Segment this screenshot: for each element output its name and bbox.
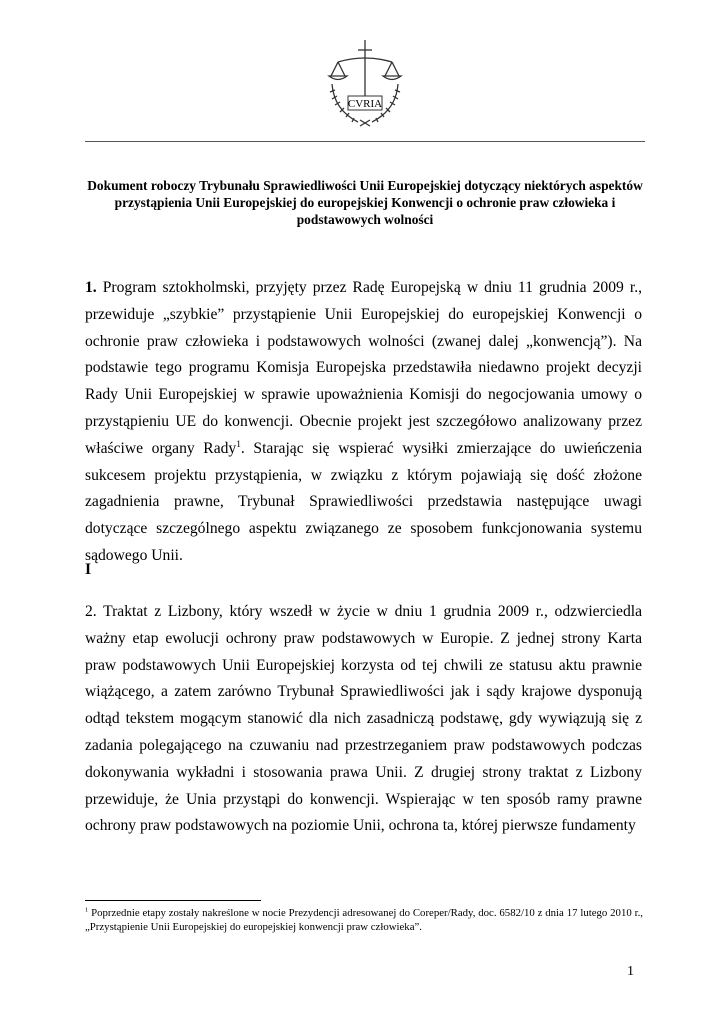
footnote-reference[interactable]: 1 <box>236 439 241 450</box>
paragraph-2: 2. Traktat z Lizbony, który wszedł w życie w dniu 1 grudnia 2009 r., odzwierciedla ważny etap ewolucji ochrony praw podstawowych w Europie. Z jednej strony Karta praw podstawowych Unii Europejskiej korzysta od tej chwili ze statusu aktu prawnie wiążącego, a zatem zarówno Trybunał Sprawiedliwości jak i sądy krajowe dysponują odtąd tekstem mogącym stanowić dla nich zasadniczą podstawę, gdy wywiązują się z zadania polegającego na czuwaniu nad przestrzeganiem praw podstawowych podczas dokonywania wykładni i stosowania prawa Unii. Z drugiej strony traktat z Lizbony przewiduje, że Unia przystąpi do konwencji. Wspierając w ten sposób ramy prawne ochrony praw podstawowych na poziomie Unii, ochrona ta, której pierwsze fundamenty <box>85 603 642 835</box>
header-divider <box>85 141 645 142</box>
footnote <box>85 906 643 934</box>
curia-logo <box>322 38 408 130</box>
document-title: Dokument roboczy Trybunału Sprawiedliwości Unii Europejskiej dotyczący niektórych aspektów przystąpienia Unii Europejskiej do europejskiej Konwencji o ochronie praw człowieka i podstawowych wolności <box>87 178 643 227</box>
footnote-number: 1 <box>85 906 89 914</box>
paragraph-1-number: 1. <box>85 279 97 296</box>
curia-logo-icon <box>322 38 408 130</box>
paragraph-1-text-continued: . Starając się wspierać wysiłki zmierzające do uwieńczenia sukcesem projektu przystąpienia, w związku z którym pojawiają się dość złożone zagadnienia prawne, Trybunał Sprawiedliwości przedstawia następujące uwagi dotyczące szczególnego aspektu związanego ze sposobem funkcjonowania systemu sądowego Unii. <box>85 439 643 564</box>
section-heading: I <box>85 561 92 578</box>
curia-logo-text: CVRIA <box>347 98 383 110</box>
footnote-divider <box>85 900 261 901</box>
paragraph-1 <box>85 275 642 570</box>
page-number: 1 <box>627 964 634 979</box>
footnote-text: Poprzednie etapy zostały nakreślone w nocie Prezydencji adresowanej do Coreper/Rady, doc. 6582/10 z dnia 17 lutego 2010 r., „Przystąpienie Unii Europejskiej do europejskiej konwencji praw człowieka”. <box>85 907 643 933</box>
paragraph-1-text: Program sztokholmski, przyjęty przez Radę Europejską w dniu 11 grudnia 2009 r., przewiduje „szybkie” przystąpienie Unii Europejskiej do europejskiej Konwencji o ochronie praw człowieka i podstawowych wolności (zwanej dalej „konwencją”). Na podstawie tego programu Komisja Europejska przedstawiła niedawno projekt decyzji Rady Unii Europejskiej w sprawie upoważnienia Komisji do negocjowania umowy o przystąpieniu UE do konwencji. Obecnie projekt jest szczegółowo analizowany przez właściwe organy Rady <box>85 279 642 457</box>
